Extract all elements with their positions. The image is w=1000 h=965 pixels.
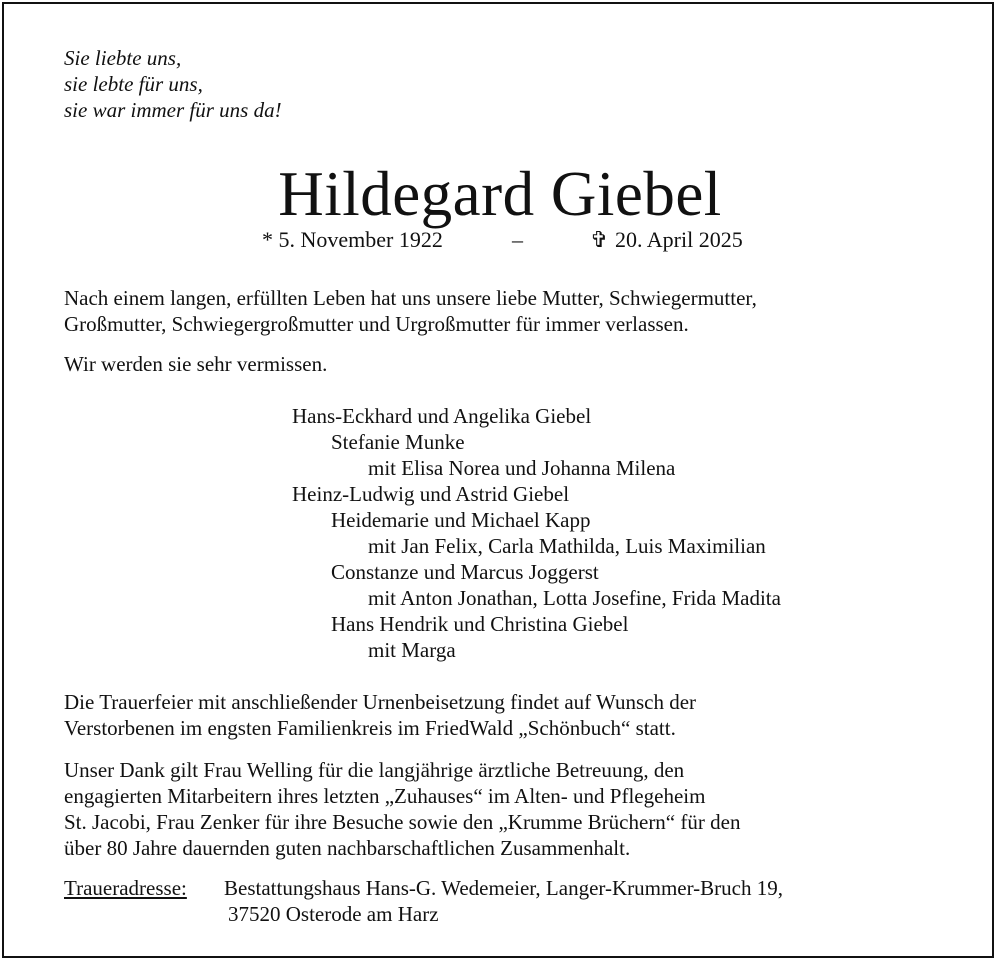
intro-line-2: Großmutter, Schwiegergroßmutter und Urgroßmutter für immer verlassen.	[64, 312, 689, 336]
ceremony-line-1: Die Trauerfeier mit anschließender Urnenbeisetzung findet auf Wunsch der	[64, 690, 697, 714]
family-line: Hans-Eckhard und Angelika Giebel	[292, 404, 592, 428]
thanks-line-2: engagierten Mitarbeitern ihres letzten „Zuhauses“ im Alten- und Pflegeheim	[64, 784, 706, 808]
family-line: Constanze und Marcus Joggerst	[331, 560, 599, 584]
family-line: mit Anton Jonathan, Lotta Josefine, Frida Madita	[368, 586, 781, 610]
family-line: Hans Hendrik und Christina Giebel	[331, 612, 629, 636]
address-line-2: 37520 Osterode am Harz	[228, 902, 439, 926]
motto-line-2: sie lebte für uns,	[64, 72, 203, 96]
thanks-line-3: St. Jacobi, Frau Zenker für ihre Besuche sowie den „Krumme Brüchern“ für den	[64, 810, 741, 834]
family-line: mit Jan Felix, Carla Mathilda, Luis Maximilian	[368, 534, 766, 558]
address-line-1: Bestattungshaus Hans-G. Wedemeier, Langer-Krummer-Bruch 19,	[224, 876, 783, 900]
family-line: Heinz-Ludwig und Astrid Giebel	[292, 482, 570, 506]
address-label: Traueradresse:	[64, 876, 187, 900]
date-dash: –	[512, 227, 523, 252]
birth-date: * 5. November 1922	[262, 227, 443, 252]
family-line: Heidemarie und Michael Kapp	[331, 508, 591, 532]
cross-icon: ✞	[590, 227, 609, 252]
family-line: mit Marga	[368, 638, 456, 662]
death-date: 20. April 2025	[615, 227, 743, 252]
motto-line-3: sie war immer für uns da!	[64, 98, 282, 122]
deceased-name: Hildegard Giebel	[278, 159, 722, 229]
motto-line-1: Sie liebte uns,	[64, 46, 182, 70]
miss-line: Wir werden sie sehr vermissen.	[64, 352, 328, 376]
ceremony-line-2: Verstorbenen im engsten Familienkreis im FriedWald „Schönbuch“ statt.	[64, 716, 676, 740]
thanks-line-1: Unser Dank gilt Frau Welling für die langjährige ärztliche Betreuung, den	[64, 758, 685, 782]
family-line: Stefanie Munke	[331, 430, 465, 454]
intro-line-1: Nach einem langen, erfüllten Leben hat uns unsere liebe Mutter, Schwiegermutter,	[64, 286, 757, 310]
family-line: mit Elisa Norea und Johanna Milena	[368, 456, 676, 480]
thanks-line-4: über 80 Jahre dauernden guten nachbarschaftlichen Zusammenhalt.	[64, 836, 631, 860]
